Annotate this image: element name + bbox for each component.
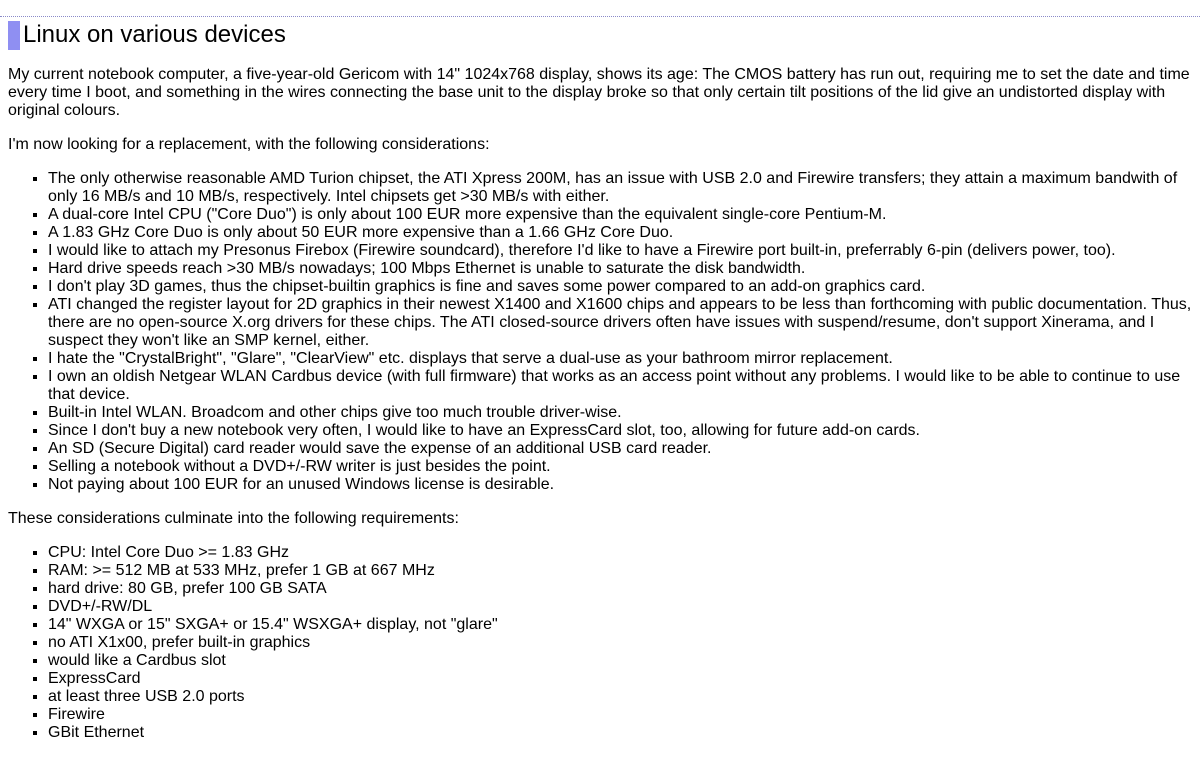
list-item: ▪ I own an oldish Netgear WLAN Cardbus device (with full firmware) that works as an access point without any problems. I would like to be able to continue to use that device. — [48, 368, 1196, 404]
list-item: ▪ An SD (Secure Digital) card reader would save the expense of an additional USB card reader. — [48, 440, 1196, 458]
list-item: ▪ ExpressCard — [48, 670, 1196, 688]
list-item: ▪ A dual-core Intel CPU ("Core Duo") is only about 100 EUR more expensive than the equivalent single-core Pentium-M. — [48, 206, 1196, 224]
page-title: Linux on various devices — [23, 21, 286, 48]
list-item: ▪ Built-in Intel WLAN. Broadcom and other chips give too much trouble driver-wise. — [48, 404, 1196, 422]
considerations-intro: I'm now looking for a replacement, with the following considerations: — [8, 136, 490, 153]
top-divider — [0, 16, 1200, 17]
requirements-list — [8, 544, 1196, 742]
list-item: ▪ no ATI X1x00, prefer built-in graphics — [48, 634, 1196, 652]
intro-paragraph: My current notebook computer, a five-year-old Gericom with 14" 1024x768 display, shows its age: The CMOS battery has run out, requiring me to set the date and time every time I boot, and something in the wires connecting the base unit to the display broke so that only certain tilt positions of the lid give an undistorted display with original colours. — [8, 66, 1190, 119]
list-item: ▪ hard drive: 80 GB, prefer 100 GB SATA — [48, 580, 1196, 598]
list-item: ▪ GBit Ethernet — [48, 724, 1196, 742]
list-item: ▪ A 1.83 GHz Core Duo is only about 50 EUR more expensive than a 1.66 GHz Core Duo. — [48, 224, 1196, 242]
list-item: ▪ 14" WXGA or 15" SXGA+ or 15.4" WSXGA+ display, not "glare" — [48, 616, 1196, 634]
list-item: ▪ I would like to attach my Presonus Firebox (Firewire soundcard), therefore I'd like to have a Firewire port built-in, preferrably 6-pin (delivers power, too). — [48, 242, 1196, 260]
list-item: ▪ ATI changed the register layout for 2D graphics in their newest X1400 and X1600 chips and appears to be less than forthcoming with public documentation. Thus, there are no open-source X.org drivers for these chips. The ATI closed-source drivers often have issues with suspend/resume, don't support Xinerama, and I suspect they won't like an SMP kernel, either. — [48, 296, 1196, 350]
list-item: ▪ Selling a notebook without a DVD+/-RW writer is just besides the point. — [48, 458, 1196, 476]
list-item: ▪ The only otherwise reasonable AMD Turion chipset, the ATI Xpress 200M, has an issue with USB 2.0 and Firewire transfers; they attain a maximum bandwith of only 16 MB/s and 10 MB/s, respectively. Intel chipsets get >30 MB/s with either. — [48, 170, 1196, 206]
article-body — [8, 66, 1196, 758]
list-item: ▪ CPU: Intel Core Duo >= 1.83 GHz — [48, 544, 1196, 562]
requirements-intro: These considerations culminate into the following requirements: — [8, 510, 459, 527]
list-item: ▪ Firewire — [48, 706, 1196, 724]
list-item: ▪ would like a Cardbus slot — [48, 652, 1196, 670]
heading-accent-bar — [8, 21, 20, 50]
list-item: ▪ I hate the "CrystalBright", "Glare", "ClearView" etc. displays that serve a dual-use as your bathroom mirror replacement. — [48, 350, 1196, 368]
list-item: ▪ Hard drive speeds reach >30 MB/s nowadays; 100 Mbps Ethernet is unable to saturate the disk bandwidth. — [48, 260, 1196, 278]
list-item: ▪ RAM: >= 512 MB at 533 MHz, prefer 1 GB at 667 MHz — [48, 562, 1196, 580]
list-item: ▪ at least three USB 2.0 ports — [48, 688, 1196, 706]
list-item: ▪ Not paying about 100 EUR for an unused Windows license is desirable. — [48, 476, 1196, 494]
considerations-list — [8, 170, 1196, 494]
list-item: ▪ DVD+/-RW/DL — [48, 598, 1196, 616]
list-item: ▪ I don't play 3D games, thus the chipset-builtin graphics is fine and saves some power compared to an add-on graphics card. — [48, 278, 1196, 296]
page-heading — [8, 20, 286, 50]
list-item: ▪ Since I don't buy a new notebook very often, I would like to have an ExpressCard slot, too, allowing for future add-on cards. — [48, 422, 1196, 440]
